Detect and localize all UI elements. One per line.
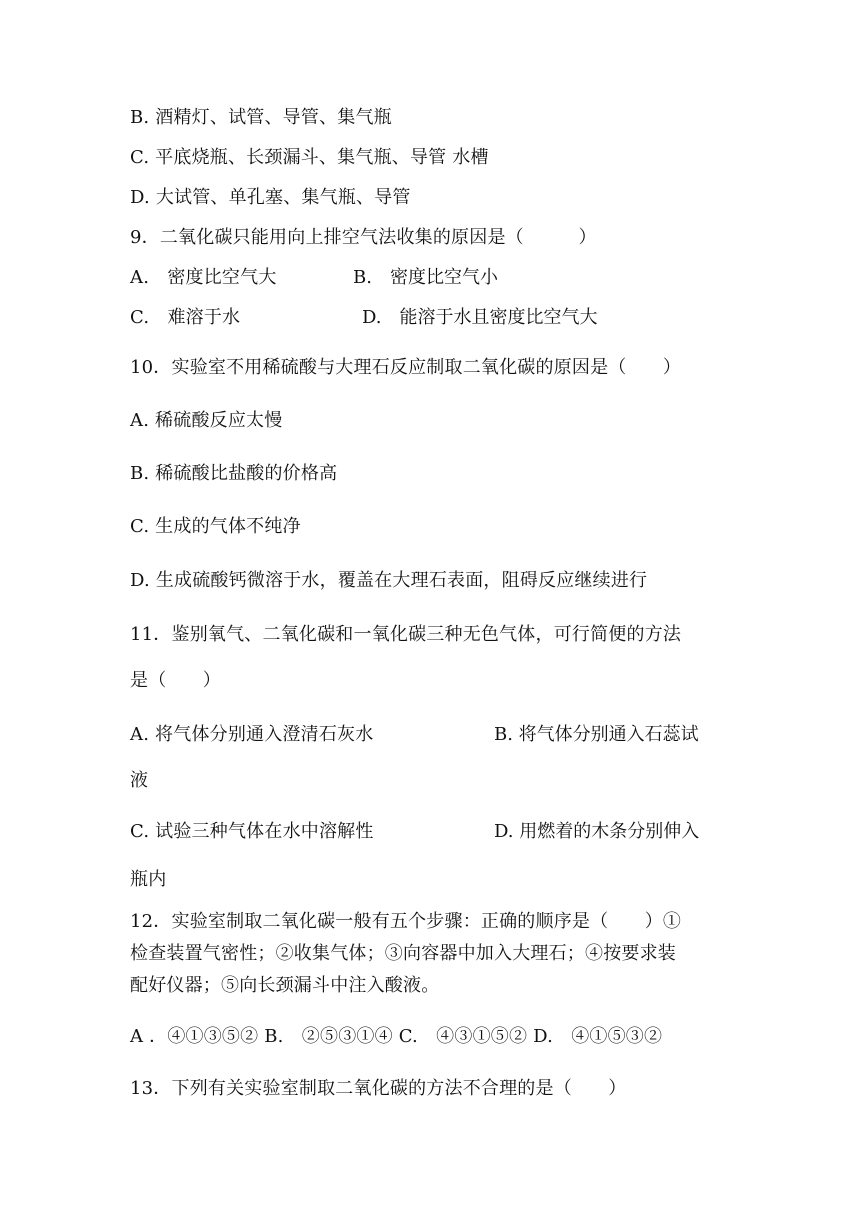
q11-option-c: C. 试验三种气体在水中溶解性 xyxy=(130,821,374,842)
q8-option-b: B. 酒精灯、试管、导管、集气瓶 xyxy=(130,107,392,128)
q8-option-d: D. 大试管、单孔塞、集气瓶、导管 xyxy=(130,187,411,208)
q12-stem-line3: 配好仪器；⑤向长颈漏斗中注入酸液。 xyxy=(130,975,440,996)
q10-stem: 10．实验室不用稀硫酸与大理石反应制取二氧化碳的原因是（ ） xyxy=(130,357,682,378)
q13-stem: 13．下列有关实验室制取二氧化碳的方法不合理的是（ ） xyxy=(130,1078,627,1099)
q11-option-b-line1: B. 将气体分别通入石蕊试 xyxy=(494,724,699,745)
q11-stem-line1: 11．鉴别氧气、二氧化碳和一氧化碳三种无色气体，可行简便的方法 xyxy=(130,624,682,645)
q10-option-b: B. 稀硫酸比盐酸的价格高 xyxy=(130,463,338,484)
q9-option-d: D. 能溶于水且密度比空气大 xyxy=(362,307,598,328)
q12-stem-line2: 检查装置气密性；②收集气体；③向容器中加入大理石；④按要求装 xyxy=(130,943,676,964)
q11-option-a: A. 将气体分别通入澄清石灰水 xyxy=(130,724,374,745)
q12-options: A ．④①③⑤② B. ②⑤③①④ C. ④③①⑤② D. ④①⑤③② xyxy=(130,1026,663,1047)
q11-option-b-line2: 液 xyxy=(130,770,149,791)
q10-option-a: A. 稀硫酸反应太慢 xyxy=(130,410,283,431)
q11-option-d-line1: D. 用燃着的木条分别伸入 xyxy=(494,821,700,842)
q9-option-c: C. 难溶于水 xyxy=(130,307,241,328)
q10-option-d: D. 生成硫酸钙微溶于水，覆盖在大理石表面，阻碍反应继续进行 xyxy=(130,570,648,591)
q11-option-d-line2: 瓶内 xyxy=(130,869,167,890)
q9-option-a: A. 密度比空气大 xyxy=(130,267,277,288)
q9-option-b: B. 密度比空气小 xyxy=(353,267,498,288)
q12-stem-line1: 12．实验室制取二氧化碳一般有五个步骤：正确的顺序是（ ）① xyxy=(130,911,682,932)
q10-option-c: C. 生成的气体不纯净 xyxy=(130,516,301,537)
q8-option-c: C. 平底烧瓶、长颈漏斗、集气瓶、导管 水槽 xyxy=(130,147,489,168)
q11-stem-line2: 是（ ） xyxy=(130,670,221,691)
q9-stem: 9．二氧化碳只能用向上排空气法收集的原因是（ ） xyxy=(130,227,597,248)
